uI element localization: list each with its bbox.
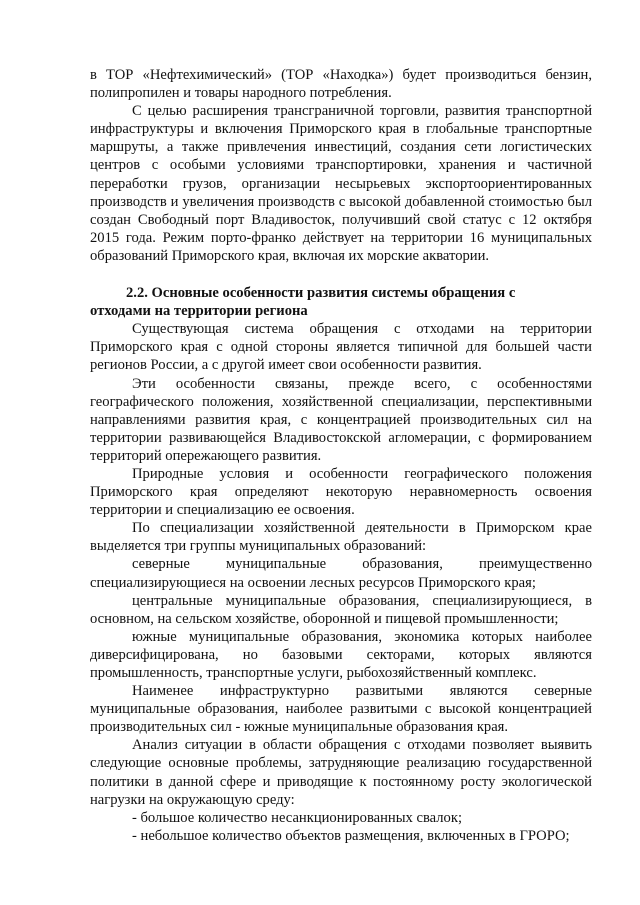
section-spacer: [90, 265, 592, 284]
paragraph-existing-system: Существующая система обращения с отходами на территории Приморского края с одной стороны является типичной для большей части регионов России, а с другой имеет свои особенности развития.: [90, 321, 592, 374]
document-page: [90, 66, 592, 845]
paragraph-free-port-vladivostok: С целью расширения трансграничной торговли, развития транспортной инфраструктуры и включения Приморского края в глобальные транспортные маршруты, а также привлечения инвестиций, создания сети логистических центров с особыми условиями транспортировки, хранения и частичной переработки грузов, организации несырьевых экспортоориентированных производств и увеличения производств с высокой добавленной стоимостью был создан Свободный порт Владивосток, получивший свой статус с 12 октября 2015 года. Режим порто-франко действует на территории 16 муниципальных образований Приморского края, включая их морские акватории.: [90, 103, 592, 264]
paragraph-natural-conditions: Природные условия и особенности географического положения Приморского края определяют некоторую неравномерность освоения территории и специализацию ее освоения.: [90, 465, 592, 519]
paragraph-tor-neftekhimicheskiy: в ТОР «Нефтехимический» (ТОР «Находка») будет производиться бензин, полипропилен и товары народного потребления.: [90, 67, 592, 102]
list-item-placement-objects: - небольшое количество объектов размещения, включенных в ГРОРО;: [132, 827, 570, 844]
paragraph-least-developed: Наименее инфраструктурно развитыми являются северные муниципальные образования, наиболее развитыми с высокой концентрацией производительных сил - южные муниципальные образования края.: [90, 683, 592, 736]
section-heading-line1: 2.2. Основные особенности развития системы обращения с: [126, 285, 516, 302]
paragraph-analysis-problems: Анализ ситуации в области обращения с отходами позволяет выявить следующие основные проблемы, затрудняющие реализацию государственной политики в данной сфере и приводящие к постоянному росту экологической нагрузки на окружающую среду:: [90, 737, 592, 808]
paragraph-southern-municipalities: южные муниципальные образования, экономика которых наиболее диверсифицирована, но базовыми секторами, которых являются промышленность, транспортные услуги, рыбохозяйственный комплекс.: [90, 628, 592, 681]
paragraph-specialization-groups: По специализации хозяйственной деятельности в Приморском крае выделяется три группы муниципальных образований:: [90, 520, 592, 555]
section-heading-line2: отходами на территории региона: [90, 303, 308, 320]
paragraph-central-municipalities: центральные муниципальные образования, специализирующиеся, в основном, на сельском хозяйстве, оборонной и пищевой промышленности;: [90, 592, 592, 627]
list-item-unauthorized-dumps: - большое количество несанкционированных свалок;: [132, 809, 462, 826]
paragraph-features: Эти особенности связаны, прежде всего, с особенностями географического положения, хозяйственной специализации, перспективными направлениями развития края, с концентрацией производительных сил на территории развивающейся Владивостокской агломерации, с формированием территорий опережающего развития.: [90, 375, 592, 464]
paragraph-northern-municipalities: северные муниципальные образования, преимущественно специализирующиеся на освоении лесных ресурсов Приморского края;: [90, 556, 592, 591]
